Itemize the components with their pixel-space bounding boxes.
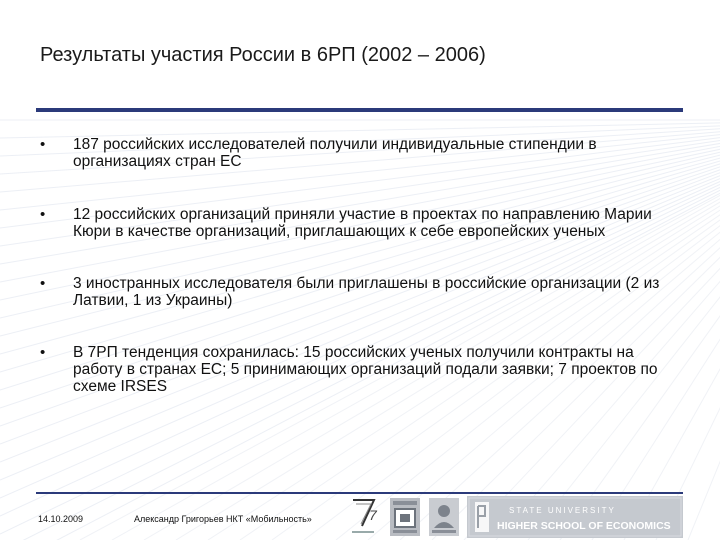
bullet-marker: • bbox=[40, 136, 46, 153]
bullet-item bbox=[40, 206, 680, 240]
bullet-text: В 7РП тенденция сохранилась: 15 российских ученых получили контракты на работу в странах ЕС; 5 принимающих организаций подали заявки; 7 проектов по схеме IRSES bbox=[73, 344, 658, 395]
bullet-marker: • bbox=[40, 344, 46, 361]
bullet-item bbox=[40, 136, 680, 170]
footer-author: Александр Григорьев НКТ «Мобильность» bbox=[134, 514, 312, 524]
marie-curie-logo bbox=[390, 498, 420, 536]
bullet-text: 12 российских организаций приняли участие в проектах по направлению Марии Кюри в качестве организаций, приглашающих к себе европейских ученых bbox=[73, 206, 652, 240]
bullet-marker: • bbox=[40, 275, 46, 292]
bullet-list bbox=[40, 136, 680, 395]
footer-date: 14.10.2009 bbox=[38, 514, 84, 524]
bullet-item bbox=[40, 275, 680, 309]
ncp-portrait-logo bbox=[429, 498, 459, 536]
bullet-text: 187 российских исследователей получили индивидуальные стипендии в организациях стран ЕС bbox=[73, 136, 597, 170]
bullet-marker: • bbox=[40, 206, 46, 223]
hse-subtitle: STATE UNIVERSITY bbox=[509, 506, 616, 515]
hse-title: HIGHER SCHOOL OF ECONOMICS bbox=[497, 520, 671, 532]
bullet-item bbox=[40, 344, 680, 395]
hse-logo bbox=[467, 496, 683, 538]
bullet-text: 3 иностранных исследователя были приглашены в российские организации (2 из Латвии, 1 из Украины) bbox=[73, 275, 660, 309]
title-divider bbox=[36, 108, 683, 112]
fp7-logo bbox=[350, 496, 380, 538]
fp7-mark: 7 bbox=[369, 507, 377, 523]
footer-divider bbox=[36, 492, 683, 494]
slide-title: Результаты участия России в 6РП (2002 – 2006) bbox=[40, 44, 486, 66]
